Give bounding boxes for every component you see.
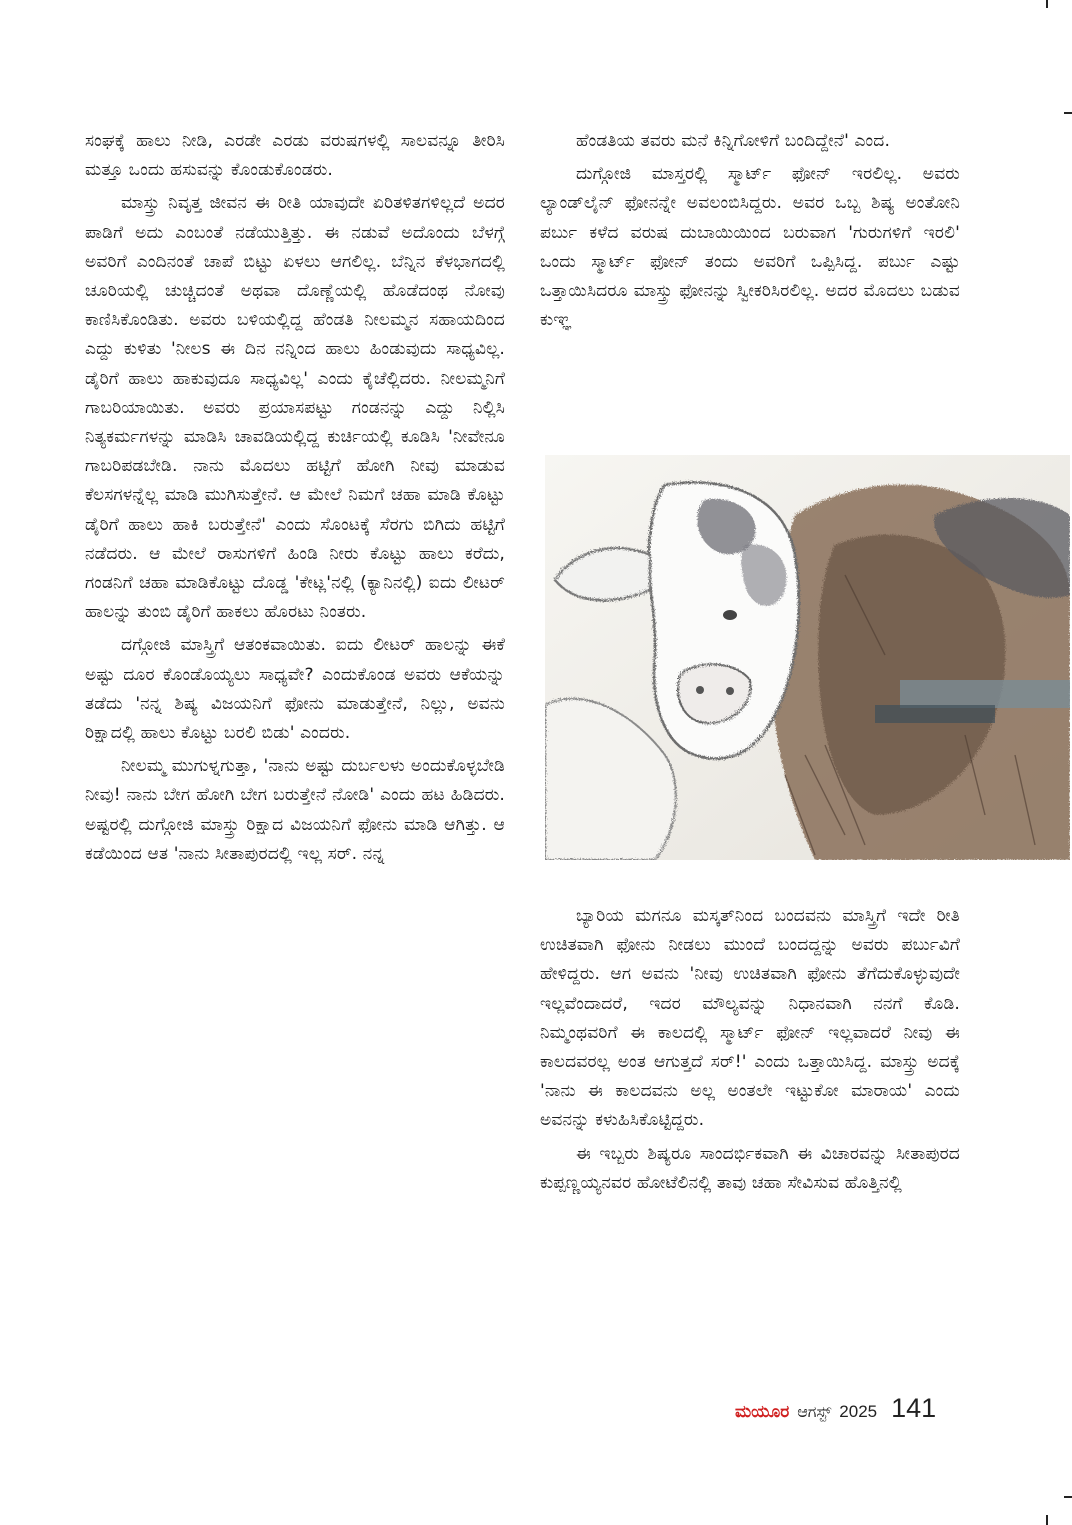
issue-year: 2025 bbox=[839, 1402, 878, 1421]
cow-illustration bbox=[545, 455, 1070, 860]
page-number: 141 bbox=[891, 1393, 937, 1423]
page-footer bbox=[735, 1393, 936, 1433]
crop-mark-bottom-right bbox=[1046, 1515, 1048, 1525]
paragraph: ದುಗ್ಗೋಜಿ ಮಾಸ್ತರಲ್ಲಿ ಸ್ಮಾರ್ಟ್ ಫೋನ್ ಇರಲಿಲ್ಲ. ಅವರು ಲ್ಯಾಂಡ್‌ಲೈನ್ ಫೋನನ್ನೇ ಅವಲಂಬಿಸಿದ್ದರು. ಅವರ ಒಬ್ಬ ಶಿಷ್ಯ ಅಂತೋನಿ ಪರ್ಬು ಕಳೆದ ವರುಷ ದುಬಾಯಿಯಿಂದ ಬರುವಾಗ 'ಗುರುಗಳಿಗೆ ಇರಲಿ' ಒಂದು ಸ್ಮಾರ್ಟ್ ಫೋನ್ ತಂದು ಅವರಿಗೆ ಒಪ್ಪಿಸಿದ್ದ. ಪರ್ಬು ಎಷ್ಟು ಒತ್ತಾಯಿಸಿದರೂ ಮಾಸ್ತ್ರು ಫೋನನ್ನು ಸ್ವೀಕರಿಸಿರಲಿಲ್ಲ. ಅದರ ಮೊದಲು ಬಡುವ ಕುಞ್ಞ bbox=[540, 164, 960, 331]
issue-month: ಆಗಸ್ಟ್ bbox=[797, 1402, 832, 1421]
crop-mark-top-right bbox=[1046, 0, 1048, 8]
paragraph: ಮಾಸ್ತ್ರು ನಿವೃತ್ತ ಜೀವನ ಈ ರೀತಿ ಯಾವುದೇ ಏರಿತಳಿತಗಳಿಲ್ಲದೆ ಅದರ ಪಾಡಿಗೆ ಅದು ಎಂಬಂತೆ ನಡೆಯುತ್ತಿತ್ತು. ಈ ನಡುವೆ ಅದೊಂದು ಬೆಳಗ್ಗೆ ಅವರಿಗೆ ಎಂದಿನಂತೆ ಚಾಪೆ ಬಿಟ್ಟು ಏಳಲು ಆಗಲಿಲ್ಲ. ಬೆನ್ನಿನ ಕೆಳಭಾಗದಲ್ಲಿ ಚೂರಿಯಲ್ಲಿ ಚುಚ್ಚಿದಂತೆ ಅಥವಾ ದೊಣ್ಣೆಯಲ್ಲಿ ಹೊಡೆದಂಥ ನೋವು ಕಾಣಿಸಿಕೊಂಡಿತು. ಅವರು ಬಳಿಯಲ್ಲಿದ್ದ ಹೆಂಡತಿ ನೀಲಮ್ಮನ ಸಹಾಯದಿಂದ ಎದ್ದು ಕುಳಿತು 'ನೀಲs ಈ ದಿನ ನನ್ನಿಂದ ಹಾಲು ಹಿಂಡುವುದು ಸಾಧ್ಯವಿಲ್ಲ. ಡೈರಿಗೆ ಹಾಲು ಹಾಕುವುದೂ ಸಾಧ್ಯವಿಲ್ಲ' ಎಂದು ಕೈಚೆಲ್ಲಿದರು. ನೀಲಮ್ಮನಿಗೆ ಗಾಬರಿಯಾಯಿತು. ಅವರು ಪ್ರಯಾಸಪಟ್ಟು ಗಂಡನನ್ನು ಎದ್ದು ನಿಲ್ಲಿಸಿ ನಿತ್ಯಕರ್ಮಗಳನ್ನು ಮಾಡಿಸಿ ಚಾವಡಿಯಲ್ಲಿದ್ದ ಕುರ್ಚಿಯಲ್ಲಿ ಕೂಡಿಸಿ 'ನೀವೇನೂ ಗಾಬರಿಪಡಬೇಡಿ. ನಾನು ಮೊದಲು ಹಟ್ಟಿಗೆ ಹೋಗಿ ನೀವು ಮಾಡುವ ಕೆಲಸಗಳನ್ನೆಲ್ಲ ಮಾಡಿ ಮುಗಿಸುತ್ತೇನೆ. ಆ ಮೇಲೆ ನಿಮಗೆ ಚಹಾ ಮಾಡಿ ಕೊಟ್ಟು ಡೈರಿಗೆ ಹಾಲು ಹಾಕಿ ಬರುತ್ತೇನೆ' ಎಂದು ಸೊಂಟಕ್ಕೆ ಸೆರಗು ಬಿಗಿದು ಹಟ್ಟಿಗೆ ನಡೆದರು. ಆ ಮೇಲೆ ರಾಸುಗಳಿಗೆ ಹಿಂಡಿ ನೀರು ಕೊಟ್ಟು ಹಾಲು ಕರೆದು, ಗಂಡನಿಗೆ ಚಹಾ ಮಾಡಿಕೊಟ್ಟು ದೊಡ್ಡ 'ಕೇಟ್ಲ'ನಲ್ಲಿ (ಕ್ಯಾನಿನಲ್ಲಿ) ಐದು ಲೀಟರ್ ಹಾಲನ್ನು ತುಂಬಿ ಡೈರಿಗೆ ಹಾಕಲು ಹೊರಟು ನಿಂತರು. bbox=[85, 193, 505, 623]
crop-mark-right-lower bbox=[1064, 1496, 1072, 1498]
paragraph: ಸಂಘಕ್ಕೆ ಹಾಲು ನೀಡಿ, ಎರಡೇ ಎರಡು ವರುಷಗಳಲ್ಲಿ ಸಾಲವನ್ನೂ ತೀರಿಸಿ ಮತ್ತೂ ಒಂದು ಹಸುವನ್ನು ಕೊಂಡುಕೊಂಡರು. bbox=[85, 131, 505, 181]
paragraph: ನೀಲಮ್ಮ ಮುಗುಳ್ನಗುತ್ತಾ, 'ನಾನು ಅಷ್ಟು ದುರ್ಬಲಳು ಅಂದುಕೊಳ್ಳಬೇಡಿ ನೀವು! ನಾನು ಬೇಗ ಹೋಗಿ ಬೇಗ ಬರುತ್ತೇನೆ ನೋಡಿ' ಎಂದು ಹಟ ಹಿಡಿದರು. ಅಷ್ಟರಲ್ಲಿ ದುಗ್ಗೋಜಿ ಮಾಸ್ತ್ರು ರಿಕ್ಷಾದ ವಿಜಯನಿಗೆ ಫೋನು ಮಾಡಿ ಆಗಿತ್ತು. ಆ ಕಡೆಯಿಂದ ಆತ 'ನಾನು ಸೀತಾಪುರದಲ್ಲಿ ಇಲ್ಲ ಸರ್. ನನ್ನ bbox=[85, 756, 505, 864]
paragraph: ದಗ್ಗೋಜಿ ಮಾಸ್ತ್ರಿಗೆ ಆತಂಕವಾಯಿತು. ಐದು ಲೀಟರ್ ಹಾಲನ್ನು ಈಕೆ ಅಷ್ಟು ದೂರ ಕೊಂಡೊಯ್ಯಲು ಸಾಧ್ಯವೇ? ಎಂದುಕೊಂಡ ಅವರು ಆಕೆಯನ್ನು ತಡೆದು 'ನನ್ನ ಶಿಷ್ಯ ವಿಜಯನಿಗೆ ಫೋನು ಮಾಡುತ್ತೇನೆ, ನಿಲ್ಲು, ಅವನು ರಿಕ್ಷಾದಲ್ಲಿ ಹಾಲು ಕೊಟ್ಟು ಬರಲಿ ಬಿಡು' ಎಂದರು. bbox=[85, 635, 505, 744]
paragraph: ಹೆಂಡತಿಯ ತವರು ಮನೆ ಕಿನ್ನಿಗೋಳಿಗೆ ಬಂದಿದ್ದೇನೆ' ಎಂದ. bbox=[576, 131, 891, 151]
paragraph: ಬ್ಯಾರಿಯ ಮಗನೂ ಮಸ್ಕತ್‌ನಿಂದ ಬಂದವನು ಮಾಸ್ತ್ರಿಗೆ ಇದೇ ರೀತಿ ಉಚಿತವಾಗಿ ಫೋನು ನೀಡಲು ಮುಂದೆ ಬಂದದ್ದನ್ನು ಅವರು ಪರ್ಬುವಿಗೆ ಹೇಳಿದ್ದರು. ಆಗ ಅವನು 'ನೀವು ಉಚಿತವಾಗಿ ಫೋನು ತೆಗೆದುಕೊಳ್ಳುವುದೇ ಇಲ್ಲವೆಂದಾದರೆ, ಇದರ ಮೌಲ್ಯವನ್ನು ನಿಧಾನವಾಗಿ ನನಗೆ ಕೊಡಿ. ನಿಮ್ಮಂಥವರಿಗೆ ಈ ಕಾಲದಲ್ಲಿ ಸ್ಮಾರ್ಟ್ ಫೋನ್ ಇಲ್ಲವಾದರೆ ನೀವು ಈ ಕಾಲದವರಲ್ಲ ಅಂತ ಆಗುತ್ತದೆ ಸರ್!' ಎಂದು ಒತ್ತಾಯಿಸಿದ್ದ. ಮಾಸ್ತ್ರು ಅದಕ್ಕೆ 'ನಾನು ಈ ಕಾಲದವನು ಅಲ್ಲ ಅಂತಲೇ ಇಟ್ಟುಕೋ ಮಾರಾಯ' ಎಂದು ಅವನನ್ನು ಕಳುಹಿಸಿಕೊಟ್ಟಿದ್ದರು. bbox=[540, 906, 960, 1131]
left-column bbox=[85, 127, 505, 869]
cow-drawing-icon bbox=[545, 455, 1070, 860]
right-column-top bbox=[540, 127, 960, 335]
crop-mark-right-upper bbox=[1064, 112, 1072, 114]
right-column-bottom bbox=[540, 902, 960, 1198]
paragraph: ಈ ಇಬ್ಬರು ಶಿಷ್ಯರೂ ಸಾಂದರ್ಭಿಕವಾಗಿ ಈ ವಿಚಾರವನ್ನು ಸೀತಾಪುರದ ಕುಪ್ಪಣ್ಣಯ್ಯನವರ ಹೋಟೆಲಿನಲ್ಲಿ ತಾವು ಚಹಾ ಸೇವಿಸುವ ಹೊತ್ತಿನಲ್ಲಿ bbox=[540, 1143, 960, 1193]
magazine-name: ಮಯೂರ bbox=[735, 1402, 790, 1422]
